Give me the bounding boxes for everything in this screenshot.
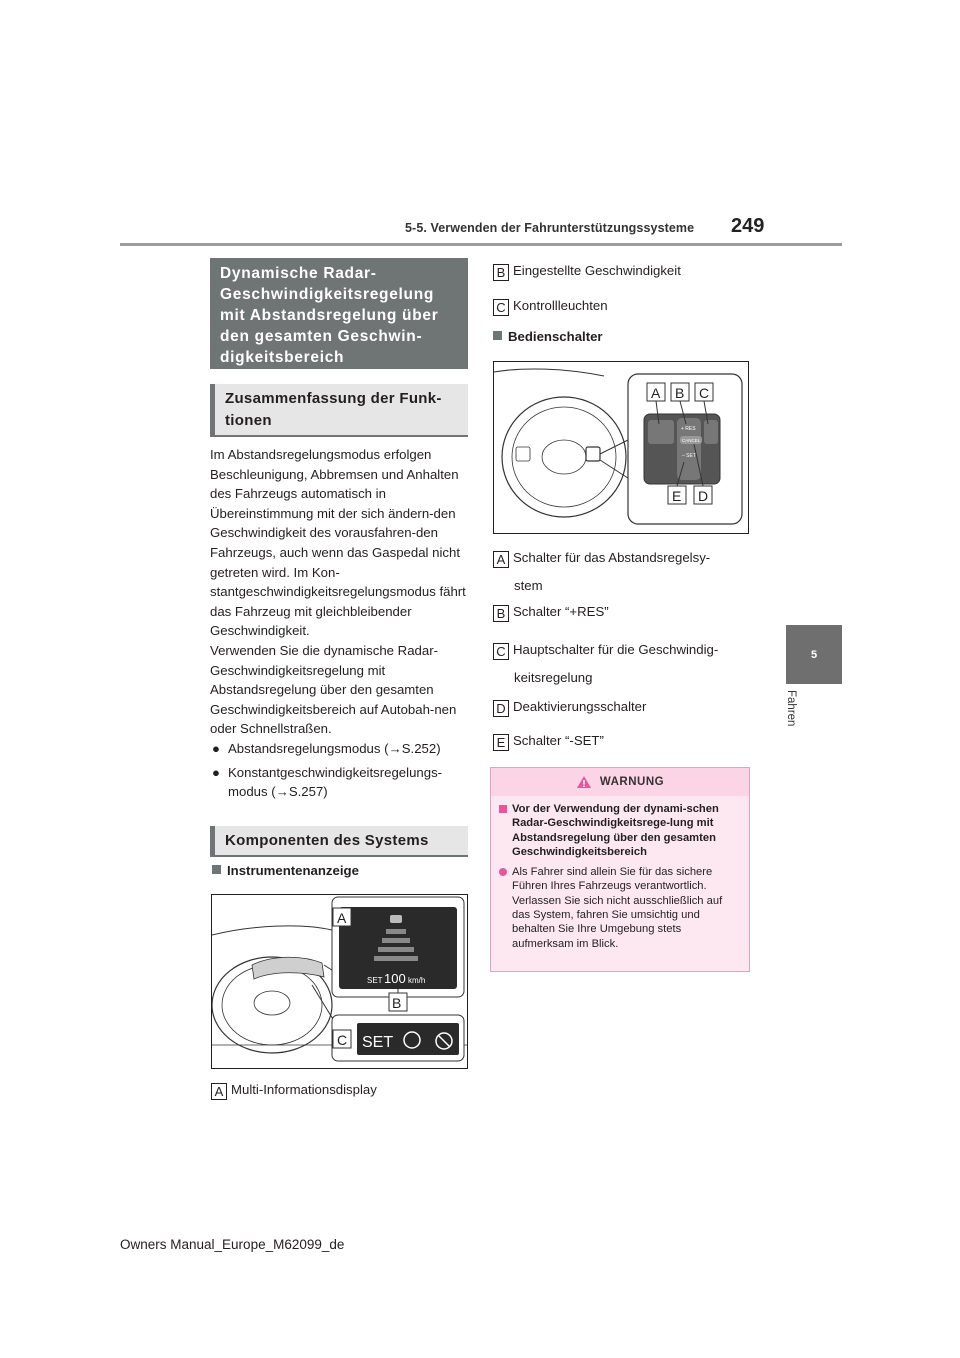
callout-c: C xyxy=(337,1032,348,1048)
subheading-switches: Bedienschalter xyxy=(493,329,603,344)
legend-key: A xyxy=(493,551,509,568)
chapter-tab xyxy=(786,625,842,684)
steering-illustration xyxy=(494,362,748,533)
header-divider xyxy=(120,243,842,246)
legend-item: C Hauptschalter für die Geschwindig- keitsregelung xyxy=(493,640,749,687)
legend-key: A xyxy=(211,1083,227,1100)
set-speed-value: 100 xyxy=(384,971,406,986)
list-item: ● Abstandsregelungsmodus (→S.252) xyxy=(212,739,468,759)
warning-header xyxy=(491,768,749,796)
section-heading-rule xyxy=(210,855,468,857)
bullet-icon xyxy=(499,868,507,876)
speed-unit: km/h xyxy=(408,976,426,985)
set-indicator-label: SET xyxy=(362,1034,394,1051)
legend-key: C xyxy=(493,643,509,660)
callout-b: B xyxy=(675,385,685,401)
steering-switches-figure xyxy=(493,361,749,534)
list-item: ● Konstantgeschwindigkeitsregelungs-modus (→S.257) xyxy=(212,763,468,802)
legend-item: A Multi-Informationsdisplay xyxy=(211,1080,377,1100)
mode-list xyxy=(212,739,468,802)
legend-key: D xyxy=(493,700,509,717)
legend-key: E xyxy=(493,734,509,751)
warning-icon xyxy=(576,775,592,789)
summary-paragraph-1: Im Abstandsregelungsmodus erfolgen Beschleunigung, Abbremsen und Anhalten des Fahrzeugs automatisch in Übereinstimmung mit der sich ändern-den Geschwindigkeit des vorausfahren-den Fahrzeugs, auch wenn das Gaspedal nicht getreten wird. Im Kon-stantgeschwindigkeitsregelungsmodus fährt das Fahrzeug mit gleichbleibender Geschwindigkeit. xyxy=(210,447,466,639)
callout-c: C xyxy=(699,385,710,401)
footer-document-id: Owners Manual_Europe_M62099_de xyxy=(120,1237,345,1252)
section-heading-rule xyxy=(210,435,468,437)
callout-a: A xyxy=(337,910,347,926)
set-small-label: SET xyxy=(367,976,383,985)
warning-heading: Vor der Verwendung der dynami-schen Radar-Geschwindigkeitsrege-lung mit Abstandsregelung über den gesamten Geschwindigkeitsbereich xyxy=(499,802,741,859)
warning-box xyxy=(490,767,750,972)
callout-b: B xyxy=(392,995,402,1011)
square-bullet-icon xyxy=(499,805,507,813)
chapter-tab-number: 5 xyxy=(810,648,818,661)
legend-key: B xyxy=(493,605,509,622)
res-label: + RES xyxy=(681,426,696,432)
instrument-illustration xyxy=(212,895,467,1068)
summary-paragraph-2: Verwenden Sie die dynamische Radar-Geschwindigkeitsregelung mit Abstandsregelung über den gesamten Geschwindigkeitsbereich auf Autobah-nen oder Schnellstraßen. xyxy=(210,643,457,737)
legend-item: A Schalter für das Abstandsregelsy- stem xyxy=(493,548,749,595)
legend-item: C Kontrollleuchten xyxy=(493,296,608,316)
chapter-tab-label-wrap xyxy=(785,690,799,740)
legend-item: B Schalter “+RES” xyxy=(493,602,609,622)
square-bullet-icon xyxy=(212,865,221,874)
chapter-title: 5-5. Verwenden der Fahrunterstützungssysteme xyxy=(405,221,695,235)
page-number: 249 xyxy=(731,215,765,237)
callout-e: E xyxy=(672,488,682,504)
section-title: Dynamische Radar-Geschwindigkeitsregelung mit Abstandsregelung über den gesamten Geschwin-digkeitsbereich xyxy=(210,258,468,369)
warning-text: Als Fahrer sind allein Sie für das sichere Führen Ihres Fahrzeugs verantwortlich. Verlassen Sie sich nicht ausschließlich auf das System, fahren Sie umsichtig und behalten Sie Ihre Umgebung stets aufmerksam im Blick. xyxy=(499,865,741,951)
legend-item: B Eingestellte Geschwindigkeit xyxy=(493,261,681,281)
section-heading-components: Komponenten des Systems xyxy=(210,826,468,855)
legend-item: D Deaktivierungsschalter xyxy=(493,697,646,717)
warning-body xyxy=(491,796,749,957)
callout-a: A xyxy=(651,385,661,401)
instrument-display-figure xyxy=(211,894,468,1069)
subheading-instrument: Instrumentenanzeige xyxy=(212,863,359,878)
square-bullet-icon xyxy=(493,331,502,340)
legend-key: B xyxy=(493,264,509,281)
legend-key: C xyxy=(493,299,509,316)
cancel-label: CANCEL xyxy=(682,438,701,443)
bullet-icon: ● xyxy=(212,764,220,780)
section-heading-summary: Zusammenfassung der Funk-tionen xyxy=(210,384,468,435)
set-label: – SET xyxy=(682,453,696,459)
legend-item: E Schalter “-SET” xyxy=(493,731,604,751)
chapter-tab-label: Fahren xyxy=(785,690,797,727)
callout-d: D xyxy=(698,488,709,504)
bullet-icon: ● xyxy=(212,741,220,756)
warning-title: WARNUNG xyxy=(599,776,665,788)
